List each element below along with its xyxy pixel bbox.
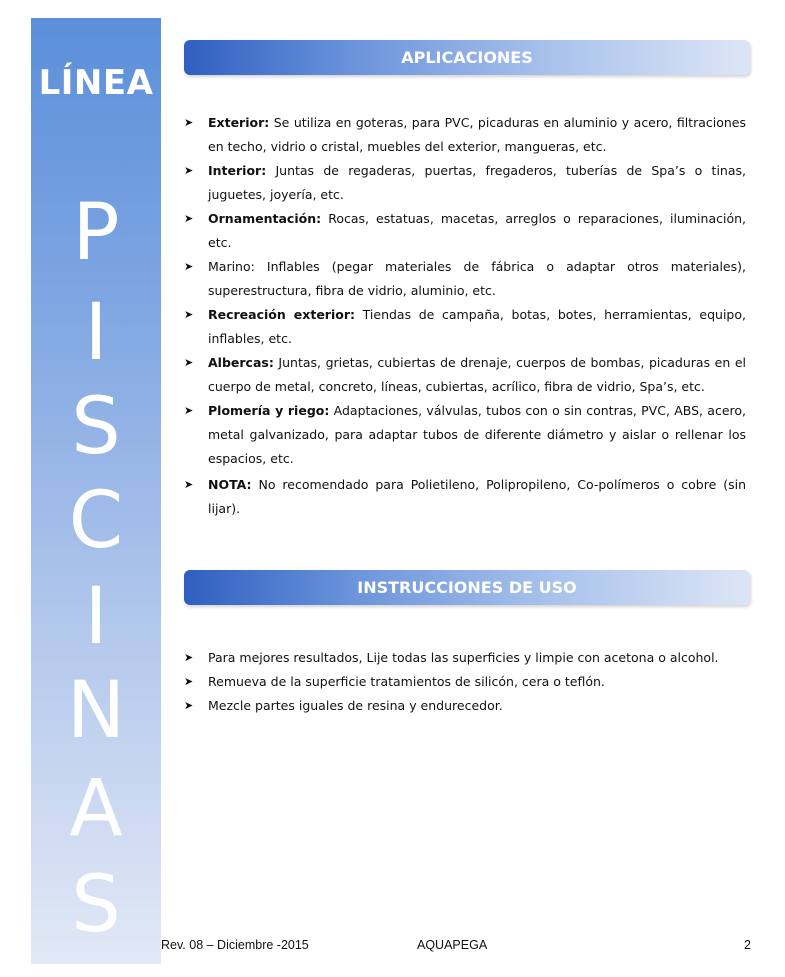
arrow-bullet-icon: ➤	[184, 164, 194, 177]
instructions-list	[184, 646, 746, 718]
list-item	[184, 399, 746, 471]
list-item	[184, 159, 746, 207]
arrow-bullet-icon: ➤	[184, 651, 194, 664]
applications-header-bar	[184, 40, 750, 75]
list-item	[184, 670, 746, 694]
item-text: Para mejores resultados, Lije todas las superficies y limpie con acetona o alcohol.	[208, 650, 719, 665]
list-item	[184, 111, 746, 159]
item-text: Tiendas de campaña, botas, botes, herramientas, equipo, inflables, etc.	[208, 307, 746, 346]
applications-heading: APLICACIONES	[401, 48, 533, 67]
item-term: Plomería y riego:	[208, 403, 330, 418]
item-term: Interior:	[208, 163, 267, 178]
item-term: Recreación exterior:	[208, 307, 355, 322]
list-item	[184, 207, 746, 255]
instructions-heading: INSTRUCCIONES DE USO	[357, 578, 577, 597]
applications-list	[184, 111, 746, 471]
item-text: Se utiliza en goteras, para PVC, picaduras en aluminio y acero, filtraciones en techo, vidrio o cristal, muebles del exterior, mangueras, etc.	[208, 115, 746, 154]
list-item	[184, 694, 746, 718]
page-number: 2	[744, 938, 751, 952]
note-item	[184, 473, 746, 521]
item-text: Adaptaciones, válvulas, tubos con o sin contras, PVC, ABS, acero, metal galvanizado, para adaptar tubos de diferente diámetro y aislar o rellenar los espacios, etc.	[208, 403, 747, 466]
list-item	[184, 351, 746, 399]
arrow-bullet-icon: ➤	[184, 675, 194, 688]
vertical-letter: N	[66, 666, 126, 756]
vertical-letter: I	[84, 288, 108, 378]
item-term: Ornamentación:	[208, 211, 322, 226]
arrow-bullet-icon: ➤	[184, 356, 194, 369]
arrow-bullet-icon: ➤	[184, 699, 194, 712]
item-text: Rocas, estatuas, macetas, arreglos o reparaciones, iluminación, etc.	[208, 211, 746, 250]
note-text: No recomendado para Polietileno, Polipropileno, Co-polímeros o cobre (sin lijar).	[208, 477, 746, 516]
arrow-bullet-icon: ➤	[184, 478, 194, 491]
vertical-letter: A	[69, 764, 123, 854]
item-text: Mezcle partes iguales de resina y endurecedor.	[208, 698, 503, 713]
list-item	[184, 646, 746, 670]
item-term: Exterior:	[208, 115, 270, 130]
vertical-letter: S	[71, 382, 121, 472]
item-text: Marino: Inflables (pegar materiales de fábrica o adaptar otros materiales), superestructura, fibra de vidrio, aluminio, etc.	[208, 259, 746, 298]
vertical-letter: I	[84, 572, 108, 662]
page-footer	[161, 938, 751, 958]
arrow-bullet-icon: ➤	[184, 404, 194, 417]
list-item	[184, 255, 746, 303]
sidebar-title: LÍNEA	[38, 63, 154, 103]
footer-revision: Rev. 08 – Diciembre -2015	[161, 938, 309, 952]
vertical-letter: P	[72, 188, 120, 278]
sidebar-banner	[31, 18, 161, 964]
list-item	[184, 303, 746, 351]
instructions-header-bar	[184, 570, 750, 605]
item-text: Juntas de regaderas, puertas, fregaderos, tuberías de Spa’s o tinas, juguetes, joyería, etc.	[208, 163, 746, 202]
arrow-bullet-icon: ➤	[184, 212, 194, 225]
vertical-letter: S	[71, 860, 121, 950]
arrow-bullet-icon: ➤	[184, 308, 194, 321]
item-text: Remueva de la superficie tratamientos de silicón, cera o teflón.	[208, 674, 605, 689]
vertical-letter: C	[68, 476, 124, 566]
arrow-bullet-icon: ➤	[184, 260, 194, 273]
item-term: Albercas:	[208, 355, 274, 370]
item-text: Juntas, grietas, cubiertas de drenaje, cuerpos de bombas, picaduras en el cuerpo de metal, concreto, líneas, cubiertas, acrílico, fibra de vidrio, Spa’s, etc.	[208, 355, 746, 394]
note-list	[184, 473, 746, 521]
note-term: NOTA:	[208, 477, 252, 492]
arrow-bullet-icon: ➤	[184, 116, 194, 129]
footer-brand: AQUAPEGA	[417, 938, 488, 952]
